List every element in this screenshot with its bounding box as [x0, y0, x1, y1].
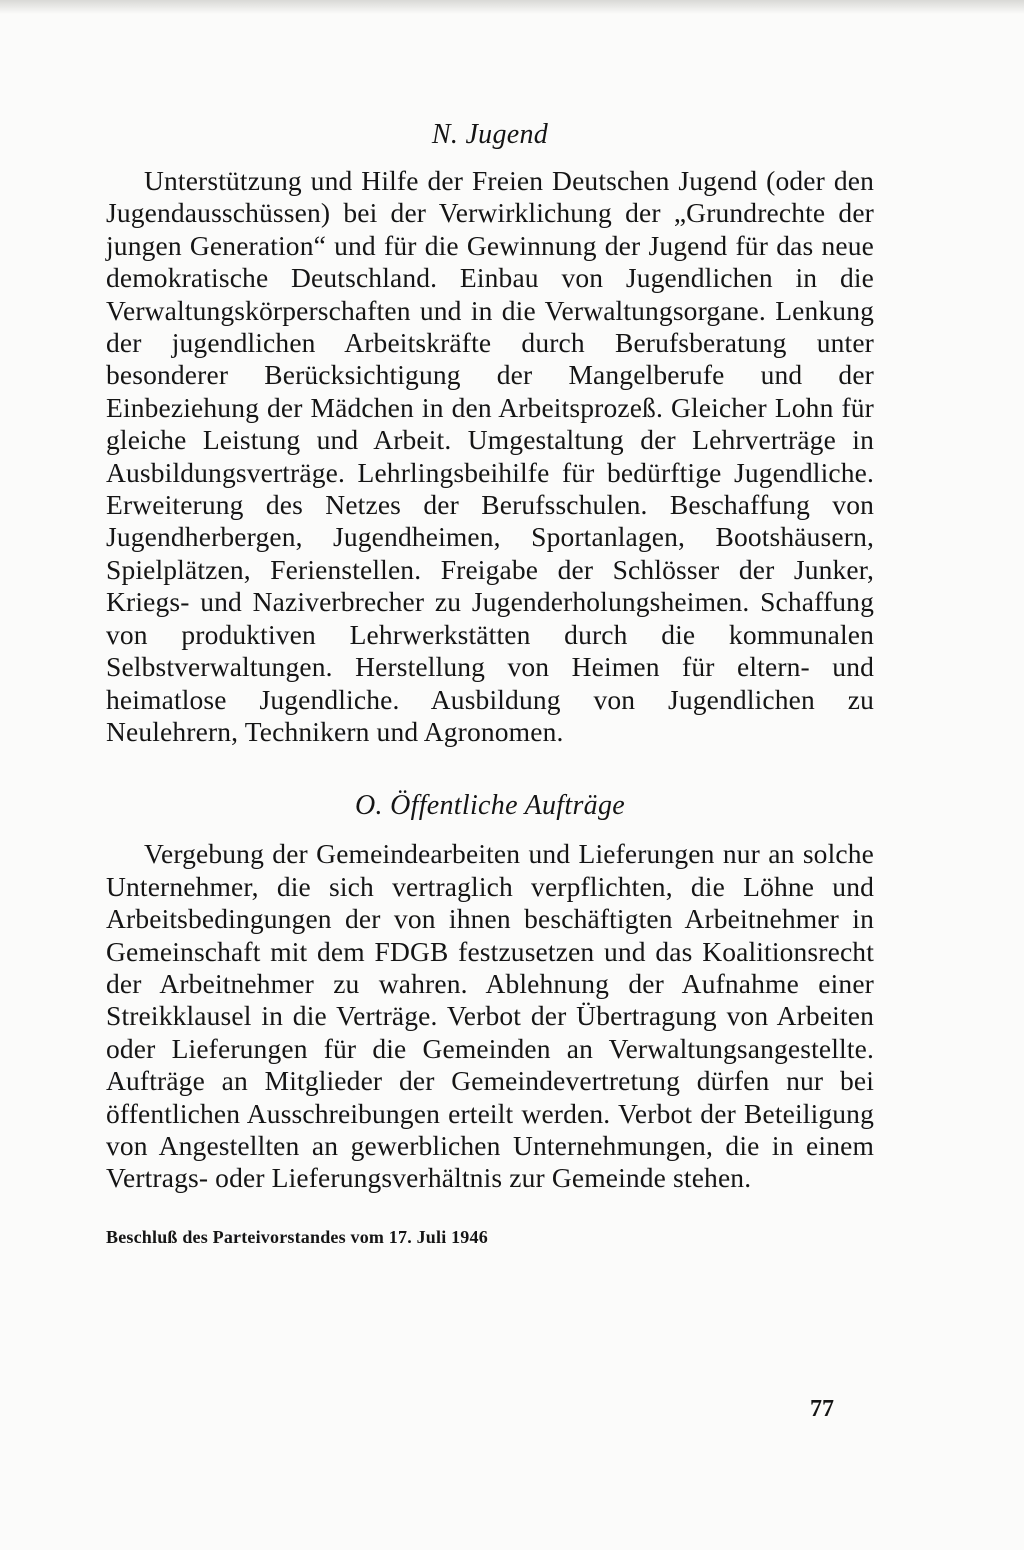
- source-note: Beschluß des Parteivorstandes vom 17. Juli 1946: [106, 1226, 488, 1247]
- section-o-paragraph: Vergebung der Gemeindearbeiten und Lieferungen nur an solche Unternehmer, die sich vertraglich verpflichten, die Löhne und Arbeitsbedingungen der von ihnen beschäftigten Arbeitnehmer in Gemeinschaft mit dem FDGB festzusetzen und das Koalitionsrecht der Arbeitnehmer zu wahren. Ablehnung der Aufnahme einer Streikklausel in die Verträge. Verbot der Übertragung von Arbeiten oder Lieferungen für die Gemeinden an Verwaltungsangestellte. Aufträge an Mitglieder der Gemeindevertretung dürfen nur bei öffentlichen Ausschreibungen erteilt werden. Verbot der Beteiligung von Angestellten an gewerblichen Unternehmungen, die in einem Vertrags- oder Lieferungsverhältnis zur Gemeinde stehen.: [106, 838, 874, 1194]
- scan-edge-shadow: [0, 0, 1024, 14]
- page-content: [106, 115, 874, 1248]
- section-n-title: N. Jugend: [431, 119, 549, 150]
- page-number: 77: [810, 1396, 834, 1422]
- section-n-paragraph: Unterstützung und Hilfe der Freien Deutschen Jugend (oder den Jugendausschüssen) bei der Verwirklichung der „Grundrechte der jungen Generation“ und für die Gewinnung der Jugend für das neue demokratische Deutschland. Einbau von Jugendlichen in die Verwaltungskörperschaften und in die Verwaltungsorgane. Lenkung der jugendlichen Arbeitskräfte durch Berufsberatung unter besonderer Berücksichtigung der Mangelberufe und der Einbeziehung der Mädchen in den Arbeitsprozeß. Gleicher Lohn für gleiche Leistung und Arbeit. Umgestaltung der Lehrverträge in Ausbildungsverträge. Lehrlingsbeihilfe für bedürftige Jugendliche. Erweiterung des Netzes der Berufsschulen. Beschaffung von Jugendherbergen, Jugendheimen, Sportanlagen, Bootshäusern, Spielplätzen, Ferienstellen. Freigabe der Schlösser der Junker, Kriegs- und Naziverbrecher zu Jugenderholungsheimen. Schaffung von produktiven Lehrwerkstätten durch die kommunalen Selbstverwaltungen. Herstellung von Heimen für eltern- und heimatlose Jugendliche. Ausbildung von Jugendlichen zu Neulehrern, Technikern und Agronomen.: [106, 165, 874, 747]
- section-o-title: O. Öffentliche Aufträge: [354, 790, 625, 822]
